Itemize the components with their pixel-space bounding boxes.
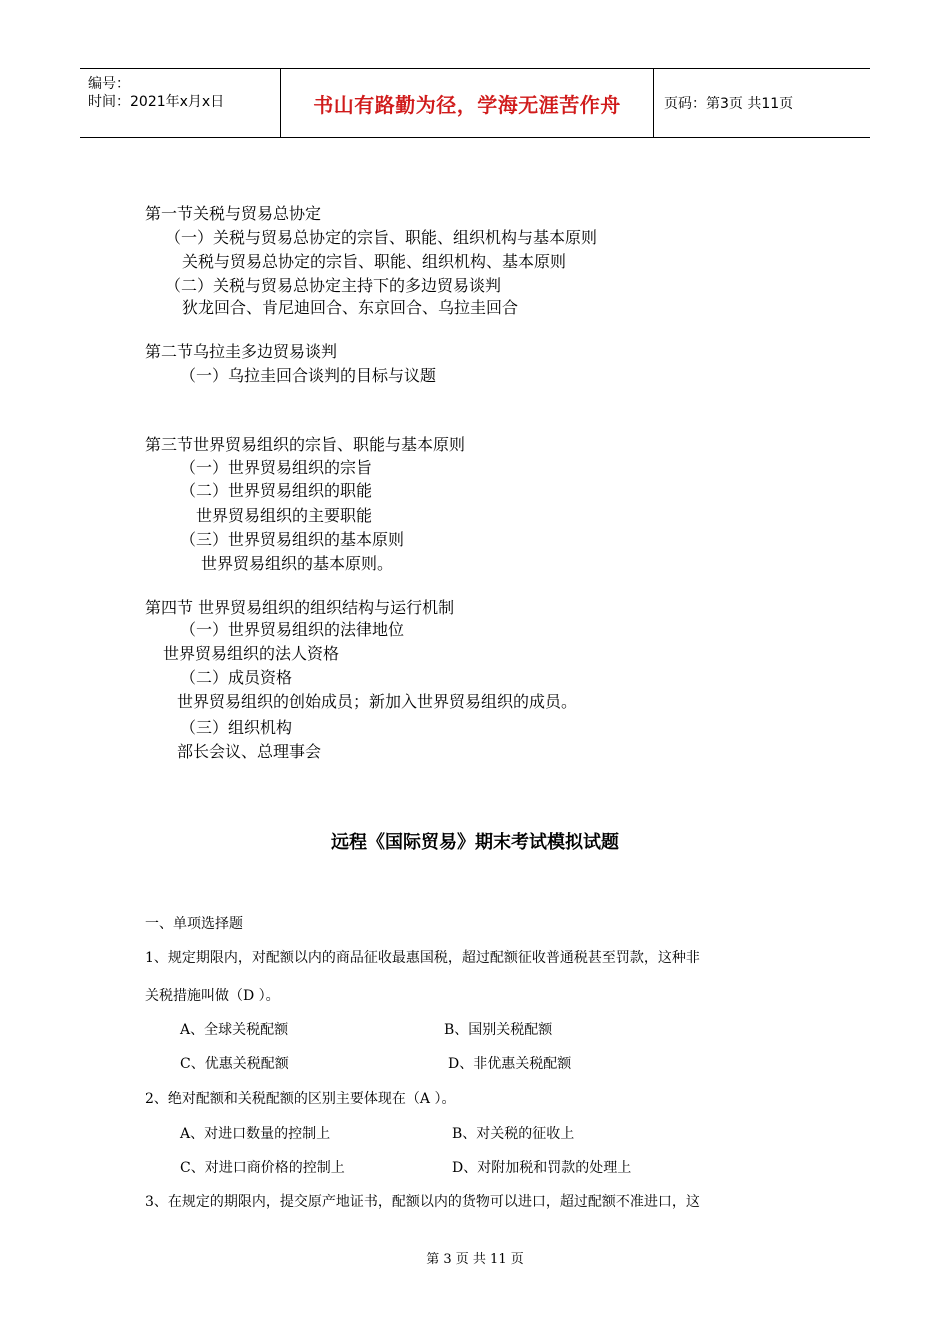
answer-option: A、对进口数量的控制上 bbox=[180, 1126, 331, 1142]
section-heading: 第四节 世界贸易组织的组织结构与运行机制 bbox=[145, 598, 455, 617]
outline-text: 世界贸易组织的创始成员；新加入世界贸易组织的成员。 bbox=[177, 692, 578, 711]
question-text: 3、在规定的期限内，提交原产地证书，配额以内的货物可以进口，超过配额不准进口，这 bbox=[145, 1194, 700, 1210]
answer-option: C、优惠关税配额 bbox=[180, 1056, 289, 1072]
question-text: 关税措施叫做（D ）。 bbox=[145, 988, 280, 1004]
outline-text: 世界贸易组织的主要职能 bbox=[196, 506, 373, 525]
subsection: （二）关税与贸易总协定主持下的多边贸易谈判 bbox=[165, 276, 502, 295]
subsection: （三）世界贸易组织的基本原则 bbox=[180, 530, 405, 549]
outline-text: 部长会议、总理事会 bbox=[177, 742, 322, 761]
page-footer: 第 3 页 共 11 页 bbox=[426, 1252, 524, 1267]
answer-option: A、全球关税配额 bbox=[180, 1022, 289, 1038]
answer-option: B、对关税的征收上 bbox=[452, 1126, 575, 1142]
section-heading: 第三节世界贸易组织的宗旨、职能与基本原则 bbox=[145, 435, 466, 454]
answer-option: B、国别关税配额 bbox=[444, 1022, 553, 1038]
exam-title: 远程《国际贸易》期末考试模拟试题 bbox=[331, 832, 619, 853]
outline-text: 狄龙回合、肯尼迪回合、东京回合、乌拉圭回合 bbox=[182, 298, 519, 317]
header-page-info: 页码：第3页 共11页 bbox=[664, 96, 794, 112]
answer-option: D、对附加税和罚款的处理上 bbox=[452, 1160, 632, 1176]
header-meta bbox=[80, 69, 280, 137]
outline-text: 世界贸易组织的基本原则。 bbox=[201, 554, 394, 573]
subsection: （一）世界贸易组织的法律地位 bbox=[180, 620, 405, 639]
subsection: （一）关税与贸易总协定的宗旨、职能、组织机构与基本原则 bbox=[165, 228, 598, 247]
section-heading: 第二节乌拉圭多边贸易谈判 bbox=[145, 342, 338, 361]
subsection: （一）乌拉圭回合谈判的目标与议题 bbox=[180, 366, 437, 385]
header-motto: 书山有路勤为径，学海无涯苦作舟 bbox=[313, 92, 621, 117]
question-text: 2、绝对配额和关税配额的区别主要体现在（A ）。 bbox=[145, 1091, 456, 1107]
subsection: （一）世界贸易组织的宗旨 bbox=[180, 458, 373, 477]
subsection: （三）组织机构 bbox=[180, 718, 293, 737]
section-heading: 第一节关税与贸易总协定 bbox=[145, 204, 322, 223]
header-number: 编号： bbox=[88, 76, 130, 92]
subsection: （二）成员资格 bbox=[180, 668, 293, 687]
page-header bbox=[80, 68, 870, 138]
question-section-heading: 一、单项选择题 bbox=[145, 916, 243, 932]
question-text: 1、规定期限内，对配额以内的商品征收最惠国税，超过配额征收普通税甚至罚款，这种非 bbox=[145, 950, 700, 966]
outline-text: 世界贸易组织的法人资格 bbox=[163, 644, 340, 663]
outline-text: 关税与贸易总协定的宗旨、职能、组织机构、基本原则 bbox=[182, 252, 567, 271]
answer-option: D、非优惠关税配额 bbox=[448, 1056, 572, 1072]
answer-option: C、对进口商价格的控制上 bbox=[180, 1160, 345, 1176]
header-date: 时间：2021年x月x日 bbox=[88, 94, 225, 110]
subsection: （二）世界贸易组织的职能 bbox=[180, 481, 373, 500]
